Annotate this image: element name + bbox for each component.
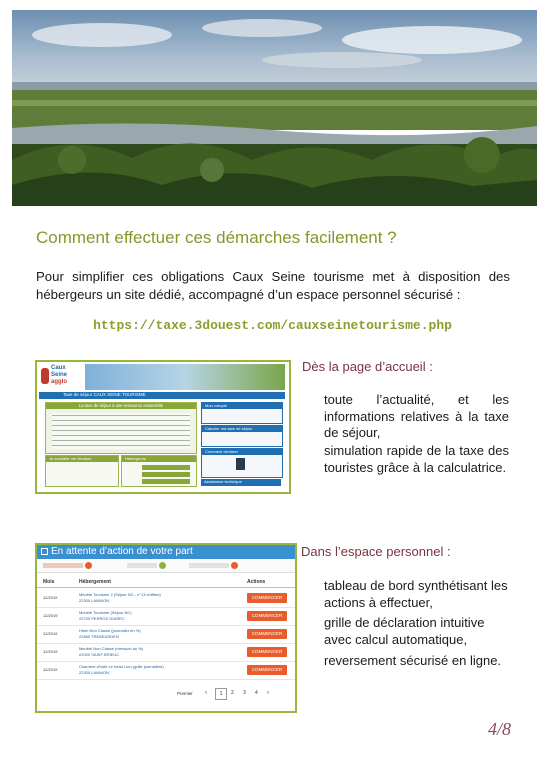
section2-label: Dans l’espace personnel : bbox=[301, 544, 451, 559]
section2-item-1: tableau de bord synthétisant les actions à effectuer, bbox=[324, 578, 508, 610]
table-row bbox=[37, 661, 295, 680]
homepage-screenshot bbox=[35, 360, 291, 494]
pagination-first[interactable]: Premier bbox=[177, 691, 193, 696]
col-actions: Actions bbox=[247, 579, 266, 585]
row-city: 22300 LANNION bbox=[79, 670, 110, 675]
tab-1[interactable] bbox=[43, 563, 83, 568]
section1-label: Dès la page d’accueil : bbox=[302, 359, 433, 374]
row-month: 12/2019 bbox=[43, 667, 58, 672]
landscape-photo bbox=[12, 10, 537, 206]
left-box-2-button-1[interactable] bbox=[142, 465, 190, 470]
row-city: 22300 LANNION bbox=[79, 598, 110, 603]
side-box-2 bbox=[201, 425, 283, 447]
main-panel bbox=[45, 402, 197, 454]
col-accommodation: Hébergement bbox=[79, 579, 111, 585]
pagination-next[interactable]: › bbox=[267, 690, 269, 696]
table-header bbox=[37, 578, 295, 588]
section1-item-1: toute l’actualité, et les informations relatives à la taxe de séjour, bbox=[324, 392, 509, 440]
dashboard-title: En attente d’action de votre part bbox=[51, 546, 193, 557]
row-city: 22000 SAINT BRIEUC bbox=[79, 652, 120, 657]
row-name: Chambre d’hôte Le beau Lieu (grille journalière) bbox=[79, 664, 164, 669]
pagination-page-4[interactable]: 4 bbox=[255, 690, 258, 696]
dashboard-header bbox=[37, 545, 295, 559]
row-name: Meublé Non Classé (mensuel au %) bbox=[79, 646, 144, 651]
logo-line-1: Caux bbox=[51, 365, 66, 371]
row-month: 12/2019 bbox=[43, 595, 58, 600]
row-name: Meublé Tourisme (Séjour NC) bbox=[79, 610, 132, 615]
status-tabs bbox=[37, 560, 295, 573]
logo-line-2: Seine bbox=[51, 372, 68, 378]
document-icon bbox=[236, 458, 245, 470]
side-box-2-title: Calculer ma taxe de séjour bbox=[202, 426, 282, 432]
tab-2-badge bbox=[159, 562, 166, 569]
row-month: 12/2019 bbox=[43, 613, 58, 618]
tab-2[interactable] bbox=[127, 563, 157, 568]
section2-item-2: grille de déclaration intuitive avec calcul automatique, bbox=[324, 615, 485, 647]
table-row bbox=[37, 625, 295, 644]
left-box-1 bbox=[45, 455, 119, 487]
start-button[interactable]: COMMENCER bbox=[247, 629, 287, 639]
section2-item-3: reversement sécurisé en ligne. bbox=[324, 653, 502, 668]
pagination bbox=[37, 688, 295, 700]
dashboard-screenshot bbox=[35, 543, 297, 713]
row-city: 22700 PERROS GUIREC bbox=[79, 616, 125, 621]
pagination-page-3[interactable]: 3 bbox=[243, 690, 246, 696]
table-row bbox=[37, 607, 295, 626]
pagination-page-1[interactable]: 1 bbox=[215, 688, 227, 700]
row-city: 22560 TREBEURDEN bbox=[79, 634, 119, 639]
main-panel-title: La taxe de séjour à une ressource essentielle bbox=[46, 403, 196, 409]
section1-item-2: simulation rapide de la taxe des touristes grâce à la calculatrice. bbox=[324, 443, 509, 475]
row-month: 12/2019 bbox=[43, 631, 58, 636]
table-row bbox=[37, 589, 295, 608]
start-button[interactable]: COMMENCER bbox=[247, 647, 287, 657]
tab-3-badge bbox=[231, 562, 238, 569]
intro-paragraph: Pour simplifier ces obligations Caux Seine tourisme met à disposition des hébergeurs un site dédié, accompagné d’un espace personnel sécurisé : bbox=[36, 269, 510, 302]
col-month: Mois bbox=[43, 579, 55, 585]
section-heading: Comment effectuer ces démarches facilement ? bbox=[36, 228, 397, 247]
side-box-1-title: Mon compte bbox=[202, 403, 282, 409]
left-box-2 bbox=[121, 455, 197, 487]
row-name: Meublé Tourisme 2 (Séjour NC - n°13 chiffres) bbox=[79, 592, 161, 597]
table-row bbox=[37, 643, 295, 662]
tab-3[interactable] bbox=[189, 563, 229, 568]
row-name: Hôtel Non Classé (journalier en %) bbox=[79, 628, 141, 633]
start-button[interactable]: COMMENCER bbox=[247, 593, 287, 603]
row-month: 12/2019 bbox=[43, 649, 58, 654]
left-box-2-title: Hébergeurs bbox=[122, 456, 196, 462]
side-box-4-title: Assistance technique bbox=[201, 479, 281, 486]
pagination-prev[interactable]: ‹ bbox=[205, 690, 207, 696]
tab-1-badge bbox=[85, 562, 92, 569]
side-box-1 bbox=[201, 402, 283, 424]
logo-line-3: agglo bbox=[51, 379, 67, 385]
start-button[interactable]: COMMENCER bbox=[247, 665, 287, 675]
left-box-2-button-3[interactable] bbox=[142, 479, 190, 484]
logo bbox=[39, 364, 83, 390]
left-box-2-button-2[interactable] bbox=[142, 472, 190, 477]
logo-mark bbox=[41, 368, 49, 384]
site-url-link[interactable]: https://taxe.3douest.com/cauxseinetourisme.php bbox=[93, 318, 452, 333]
left-box-1-title: Je souhaite me déclarer bbox=[46, 456, 118, 462]
calendar-icon bbox=[41, 548, 48, 555]
main-panel-lines bbox=[52, 413, 190, 449]
nav-bar: Taxe de séjour CAUX SEINE TOURISME bbox=[39, 392, 285, 399]
pagination-page-2[interactable]: 2 bbox=[231, 690, 234, 696]
side-box-3-title: Comment déclarer bbox=[202, 449, 282, 455]
start-button[interactable]: COMMENCER bbox=[247, 611, 287, 621]
page-number: 4/8 bbox=[487, 719, 511, 739]
header-banner bbox=[85, 364, 285, 390]
side-box-3 bbox=[201, 448, 283, 478]
